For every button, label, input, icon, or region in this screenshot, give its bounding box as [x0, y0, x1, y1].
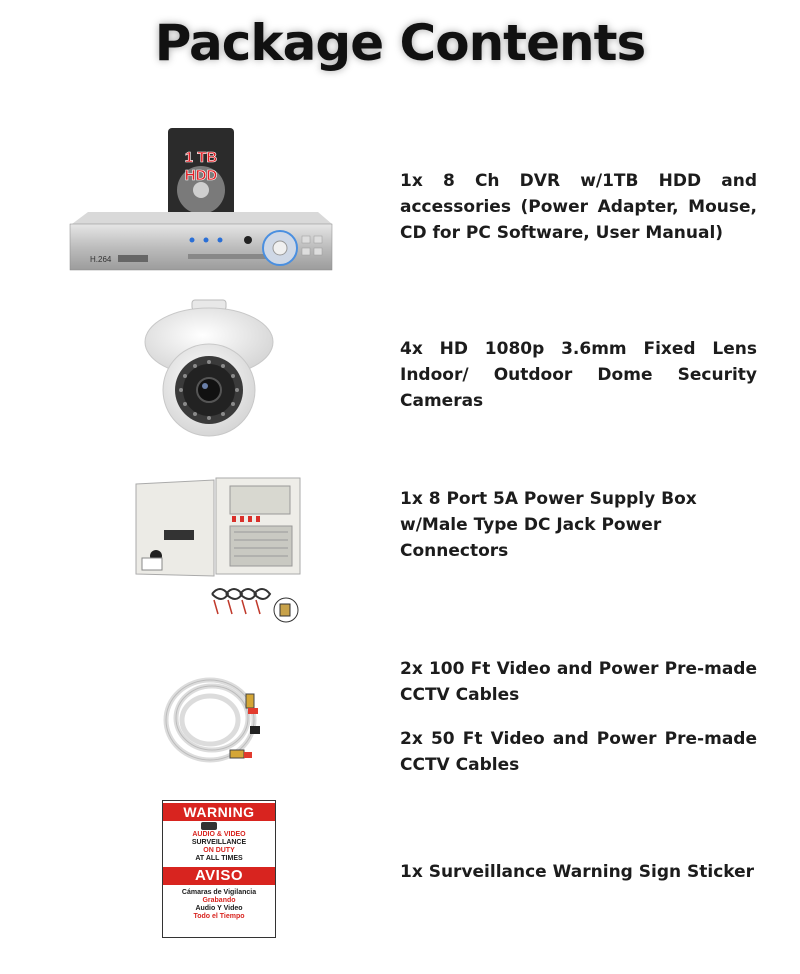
- cctv-cable-image: [160, 666, 272, 768]
- warning-sign-image: WARNING AUDIO & VIDEO SURVEILLANCE ON DUTY AT ALL TIMES AVISO Cámaras de Vigilancia Grabando Audio Y Video Todo el Tiempo: [162, 800, 276, 938]
- item-camera-description: 4x HD 1080p 3.6mm Fixed Lens Indoor/ Outdoor Dome Security Cameras: [400, 339, 757, 411]
- page-title: Package Contents: [154, 14, 646, 72]
- sign-aviso-header: AVISO: [163, 867, 275, 885]
- dvr-model-label: H.264: [90, 255, 112, 264]
- dome-camera-image: [140, 298, 278, 438]
- svg-text:HDD: HDD: [184, 167, 218, 184]
- item-power-supply-description: 1x 8 Port 5A Power Supply Box w/Male Type DC Jack Power Connectors: [400, 489, 697, 561]
- camera-icon: [163, 821, 275, 831]
- dvr-image: [68, 124, 338, 276]
- power-supply-image: [134, 476, 306, 628]
- hdd-label: 1 TB: [184, 149, 218, 166]
- item-cable-50ft-description: 2x 50 Ft Video and Power Pre-made CCTV Cables: [400, 729, 757, 775]
- item-dvr-description: 1x 8 Ch DVR w/1TB HDD and accessories (Power Adapter, Mouse, CD for PC Software, User Manual): [400, 171, 757, 243]
- item-cable-100ft-description: 2x 100 Ft Video and Power Pre-made CCTV Cables: [400, 659, 757, 705]
- sign-warning-header: WARNING: [163, 803, 275, 821]
- item-sign-description: 1x Surveillance Warning Sign Sticker: [400, 862, 755, 882]
